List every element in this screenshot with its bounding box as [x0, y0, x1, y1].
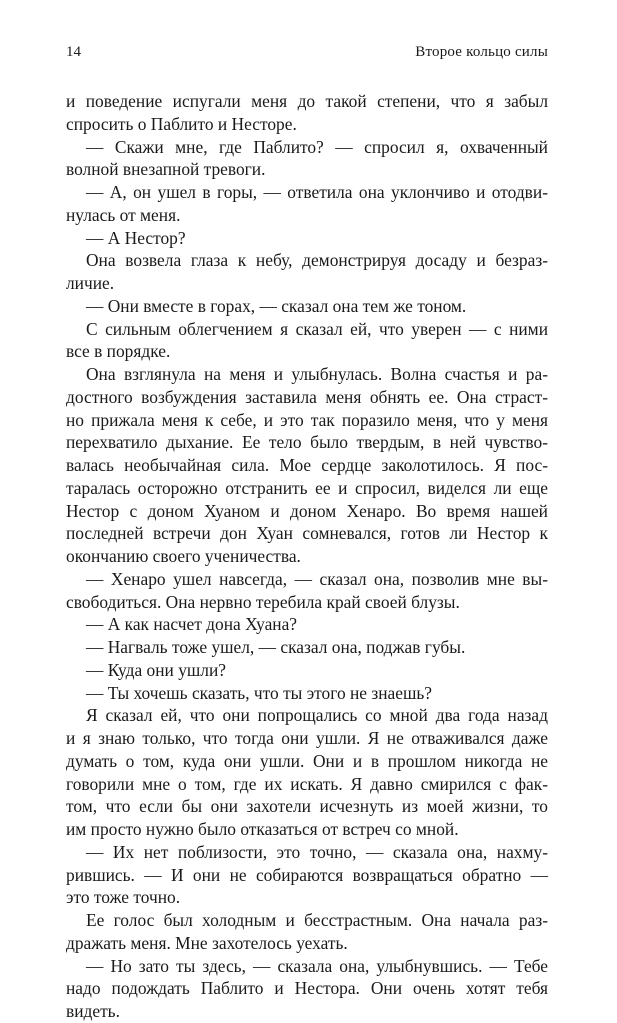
text-line: — А Нестор?	[86, 227, 186, 248]
body-text	[66, 90, 548, 1023]
text-line: надо подождать Паблито и Нестора. Они очень хотят тебя	[66, 978, 548, 999]
text-line: дражать меня. Мне захотелось уехать.	[66, 932, 348, 953]
text-line: Она взглянула на меня и улыбнулась. Волна счастья и ра-	[86, 364, 548, 384]
text-line: перехватило дыхание. Ее тело было твердым, в ней чувство-	[66, 432, 548, 453]
text-line: — Хенаро ушел навсегда, — сказал она, позволив мне вы-	[86, 568, 548, 589]
text-line: личие.	[66, 273, 115, 293]
text-line: спросить о Паблито и Несторе.	[66, 113, 297, 134]
text-line: Нестор с доном Хуаном и доном Хенаро. Во время нашей	[66, 500, 548, 521]
text-line: рившись. — И они не собираются возвращаться обратно —	[66, 864, 548, 885]
text-line: свободиться. Она нервно теребила край своей блузы.	[66, 591, 460, 612]
text-line: видеть.	[66, 1001, 120, 1021]
text-line: последней встречи дон Хуан сомневался, готов ли Нестор к	[66, 523, 548, 544]
text-line: Я сказал ей, что они попрощались со мной два года назад	[86, 705, 548, 726]
page-number: 14	[66, 44, 81, 60]
text-line: это тоже точно.	[66, 887, 181, 908]
text-line: С сильным облегчением я сказал ей, что уверен — с ними	[86, 318, 548, 339]
running-title: Второе кольцо силы	[415, 44, 548, 60]
text-line: все в порядке.	[66, 341, 171, 362]
text-line: и поведение испугали меня до такой степени, что я забыл	[66, 91, 548, 111]
page-header	[66, 44, 548, 64]
text-line: — Но зато ты здесь, — сказала она, улыбнувшись. — Тебе	[86, 955, 548, 976]
text-line: говорили мне о том, где их искать. Я давно смирился с фак-	[66, 773, 548, 794]
text-line: нулась от меня.	[66, 204, 181, 225]
text-line: — Куда они ушли?	[86, 659, 226, 680]
text-line: — Нагваль тоже ушел, — сказал она, поджав губы.	[86, 637, 466, 657]
text-line: валась необычайная сила. Мое сердце заколотилось. Я пос-	[66, 455, 548, 475]
text-line: Она возвела глаза к небу, демонстрируя досаду и безраз-	[86, 250, 548, 271]
text-line: Ее голос был холодным и бесстрастным. Она начала раз-	[86, 910, 548, 930]
text-line: им просто нужно было отказаться от встреч со мной.	[66, 819, 459, 839]
text-line: и я знаю только, что тогда они ушли. Я не отваживался даже	[66, 728, 548, 748]
text-line: — Ты хочешь сказать, что ты этого не знаешь?	[86, 682, 433, 703]
text-line: окончанию своего ученичества.	[66, 546, 301, 566]
text-line: достного возбуждения заставила меня обнять ее. Она страст-	[66, 386, 548, 407]
text-line: волной внезапной тревоги.	[66, 159, 266, 180]
text-line: думать о том, куда они ушли. Они и в прошлом никогда не	[66, 750, 548, 771]
text-line: — А, он ушел в горы, — ответила она уклончиво и отодви-	[86, 182, 548, 202]
text-line: — Они вместе в горах, — сказал она тем же тоном.	[86, 295, 467, 316]
text-line: таралась осторожно отстранить ее и спросил, виделся ли еще	[66, 477, 548, 498]
text-line: — А как насчет дона Хуана?	[86, 614, 298, 635]
text-line: том, что если бы они захотели исчезнуть из моей жизни, то	[66, 796, 548, 817]
text-line: — Скажи мне, где Паблито? — спросил я, охваченный	[86, 136, 548, 157]
text-line: — Их нет поблизости, это точно, — сказала она, нахму-	[86, 841, 548, 862]
text-line: но прижала меня к себе, и это так поразило меня, что у меня	[66, 409, 548, 430]
